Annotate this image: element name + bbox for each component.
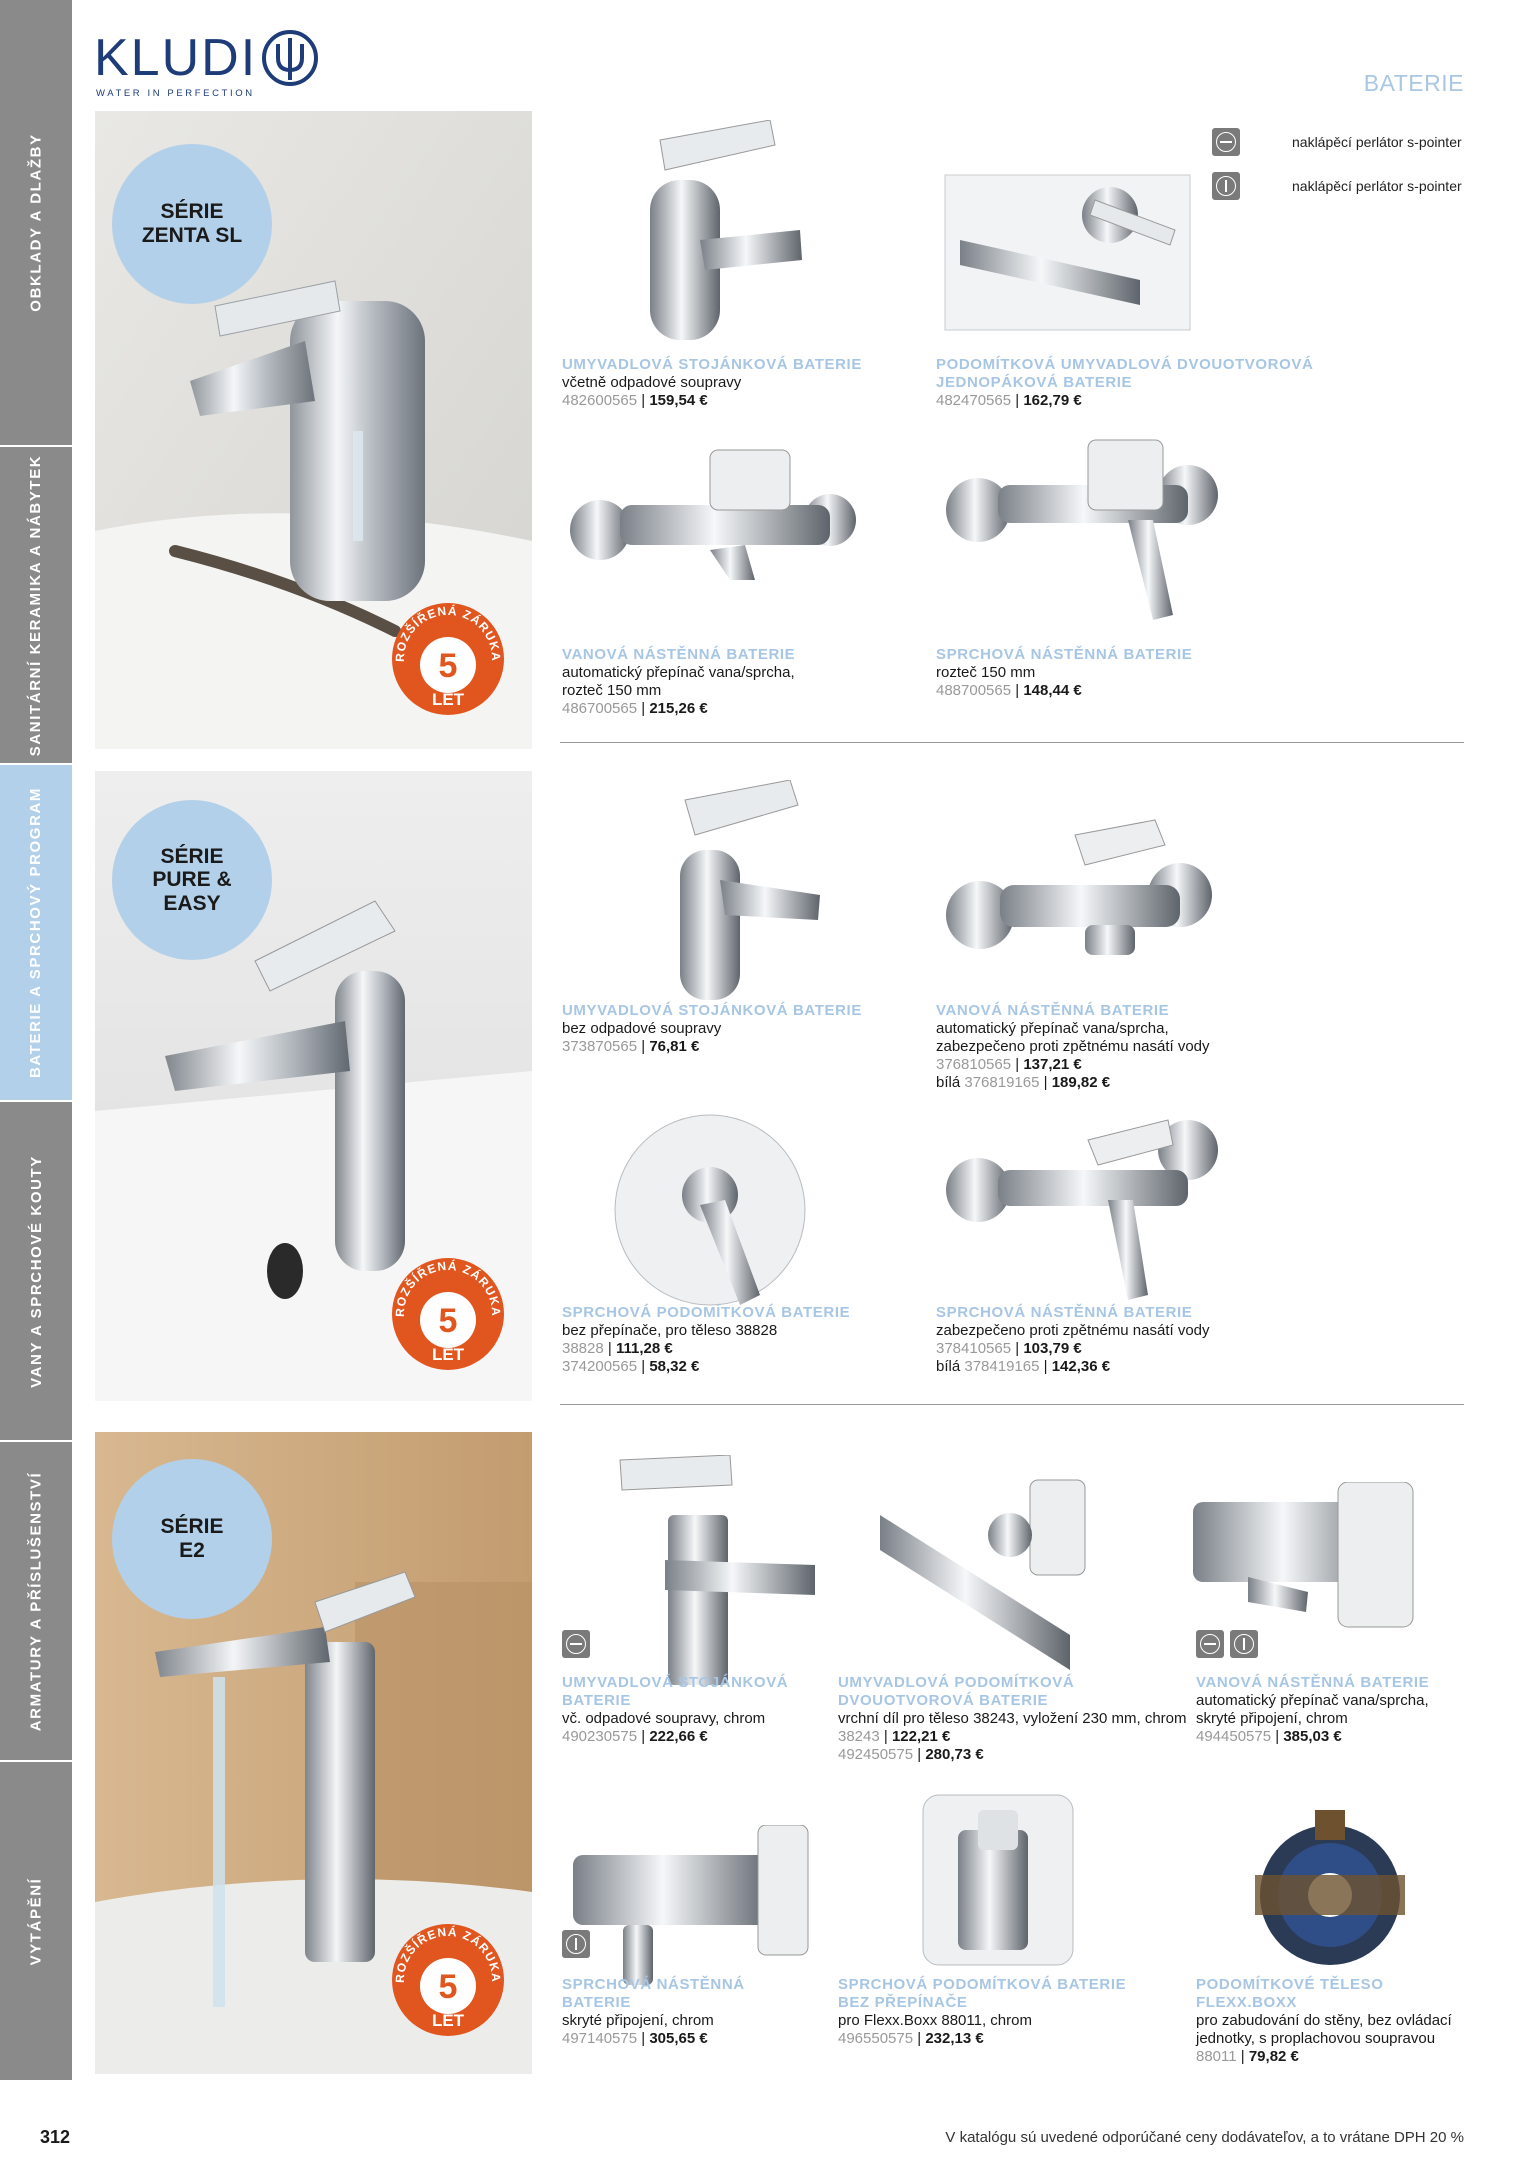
product-description: automatický přepínač vana/sprcha, (1196, 1692, 1429, 1709)
sidebar-tab-vytapeni[interactable] (0, 1762, 72, 2080)
product-card[interactable] (838, 1674, 1187, 1764)
price-separator: | (913, 2030, 926, 2047)
product-title: SPRCHOVÁ PODOMÍTKOVÁ BATERIE BEZ PŘEPÍNAČE (838, 1976, 1127, 2011)
horizontal-aerator-icon (1212, 128, 1240, 156)
product-code: 482470565 (936, 392, 1012, 409)
product-price: 122,21 € (891, 1728, 951, 1745)
product-image-basin-mixer-e2 (600, 1455, 820, 1690)
product-price: 103,79 € (1023, 1340, 1082, 1357)
product-price: 58,32 € (649, 1358, 700, 1375)
price-separator: | (913, 1746, 926, 1763)
product-card[interactable] (936, 356, 1313, 410)
price-line (1196, 1728, 1429, 1746)
product-price: 111,28 € (615, 1340, 673, 1357)
price-separator: | (1011, 1056, 1024, 1073)
price-separator: | (1039, 1074, 1052, 1091)
product-card[interactable] (562, 356, 862, 410)
product-title: PODOMÍTKOVÁ UMYVADLOVÁ DVOUOTVOROVÁ JEDNOPÁKOVÁ BATERIE (936, 356, 1314, 391)
product-image-basin-mixer (590, 120, 810, 350)
product-description: skryté připojení, chrom (562, 2012, 714, 2029)
product-title: PODOMÍTKOVÉ TĚLESO FLEXX.BOXX (1196, 1976, 1384, 2011)
product-description: zabezpečeno proti zpětnému nasátí vody (936, 1038, 1210, 1055)
warranty-arc-text: ROZŠÍŘENÁ ZÁRUKA (392, 1924, 504, 1984)
sidebar-tab-vany[interactable] (0, 1102, 72, 1440)
product-description: včetně odpadové soupravy (562, 374, 742, 391)
product-description: automatický přepínač vana/sprcha, (936, 1020, 1169, 1037)
product-code: 38243 (838, 1728, 880, 1745)
price-line (562, 1358, 850, 1376)
product-description: skryté připojení, chrom (1196, 1710, 1348, 1727)
legend-item (1212, 172, 1462, 200)
price-separator: | (879, 1728, 892, 1745)
product-card[interactable] (936, 646, 1192, 700)
sidebar-tab-label: SANITÁRNÍ KERAMIKA A NÁBYTEK (27, 454, 45, 756)
price-footnote: V katalógu sú uvedené odporúčané ceny dodávateľov, a to vrátane DPH 20 % (945, 2129, 1464, 2146)
product-code: 88011 (1196, 2048, 1237, 2065)
product-card[interactable] (562, 1674, 788, 1746)
price-line (936, 392, 1313, 410)
sidebar-tab-label: BATERIE A SPRCHOVÝ PROGRAM (27, 786, 45, 1079)
price-line (838, 1728, 1187, 1746)
price-line (838, 2030, 1126, 2048)
product-title: VANOVÁ NÁSTĚNNÁ BATERIE (1196, 1674, 1430, 1691)
section-divider (560, 742, 1464, 743)
product-price: 385,03 € (1283, 1728, 1342, 1745)
price-separator: | (603, 1340, 616, 1357)
variant-label: bílá (936, 1358, 965, 1375)
price-line (936, 1340, 1210, 1358)
price-line (562, 2030, 745, 2048)
price-separator: | (1011, 392, 1024, 409)
product-description: bez přepínače, pro těleso 38828 (562, 1322, 778, 1339)
product-code: 376810565 (936, 1056, 1012, 1073)
product-price: 137,21 € (1023, 1056, 1082, 1073)
product-title: SPRCHOVÁ PODOMÍTKOVÁ BATERIE (562, 1304, 851, 1321)
price-line (562, 1728, 788, 1746)
product-card[interactable] (562, 1976, 745, 2048)
product-code: 373870565 (562, 1038, 638, 1055)
series-name: SÉRIE E2 (160, 1515, 224, 1562)
price-separator: | (1011, 1340, 1024, 1357)
product-price: 148,44 € (1023, 682, 1082, 699)
sidebar-tab-obklady[interactable] (0, 0, 72, 445)
product-card[interactable] (562, 646, 795, 718)
price-line (562, 392, 862, 410)
vertical-aerator-icon (1212, 172, 1240, 200)
sidebar-tab-baterie[interactable] (0, 765, 72, 1100)
section-divider (560, 1404, 1464, 1405)
kludi-mark-icon (260, 28, 320, 88)
product-code: 378419165 (964, 1358, 1040, 1375)
product-price: 215,26 € (649, 700, 708, 717)
warranty-badge (388, 1918, 508, 2038)
product-image-shower-mixer (938, 430, 1228, 630)
warranty-arc-text: ROZŠÍŘENÁ ZÁRUKA (392, 1258, 504, 1318)
product-image-flexx-boxx (1235, 1805, 1425, 1980)
product-card[interactable] (562, 1002, 862, 1056)
product-price: 76,81 € (649, 1038, 700, 1055)
sidebar-tab-label: OBKLADY A DLAŽBY (27, 133, 45, 312)
product-title: SPRCHOVÁ NÁSTĚNNÁ BATERIE (562, 1976, 745, 2011)
price-separator: | (1236, 2048, 1249, 2065)
price-line (936, 1358, 1210, 1376)
product-code: 496550575 (838, 2030, 914, 2047)
product-price: 280,73 € (925, 1746, 984, 1763)
product-code: 38828 (562, 1340, 604, 1357)
product-description: pro zabudování do stěny, bez ovládací (1196, 2012, 1452, 2029)
product-code: 374200565 (562, 1358, 638, 1375)
warranty-years: 5 (438, 647, 458, 685)
price-separator: | (637, 2030, 650, 2047)
product-description: rozteč 150 mm (936, 664, 1036, 681)
sidebar-tab-label: VANY A SPRCHOVÉ KOUTY (27, 1154, 45, 1388)
price-separator: | (1039, 1358, 1052, 1375)
product-image-bath-mixer-pure (935, 815, 1225, 985)
product-description: vrchní díl pro těleso 38243, vyložení 230 mm, chrom (838, 1710, 1187, 1727)
price-line (838, 1746, 1187, 1764)
product-image-bath-mixer (560, 440, 860, 600)
product-card[interactable] (1196, 1674, 1429, 1746)
horizontal-aerator-icon (1196, 1630, 1224, 1658)
sidebar-tab-keramika[interactable] (0, 447, 72, 763)
product-image-concealed-shower-e2 (918, 1790, 1078, 1970)
price-line (1196, 2048, 1452, 2066)
warranty-unit: LET (431, 690, 465, 709)
page-number: 312 (40, 2127, 71, 2147)
product-description: zabezpečeno proti zpětnému nasátí vody (936, 1322, 1210, 1339)
price-separator: | (637, 1728, 650, 1745)
product-title: UMYVADLOVÁ STOJÁNKOVÁ BATERIE (562, 356, 862, 373)
category-sidebar (0, 0, 72, 2080)
warranty-arc-text: ROZŠÍŘENÁ ZÁRUKA (392, 603, 504, 663)
product-code: 486700565 (562, 700, 638, 717)
product-description: automatický přepínač vana/sprcha, (562, 664, 795, 681)
product-title: UMYVADLOVÁ STOJÁNKOVÁ BATERIE (562, 1002, 862, 1019)
price-line (936, 1056, 1210, 1074)
product-title: UMYVADLOVÁ STOJÁNKOVÁ BATERIE (562, 1674, 789, 1709)
product-price: 79,82 € (1248, 2048, 1299, 2065)
price-separator: | (637, 1358, 650, 1375)
sidebar-tab-armatury[interactable] (0, 1442, 72, 1760)
sidebar-tab-label: VYTÁPĚNÍ (27, 1877, 45, 1965)
vertical-aerator-icon (1230, 1630, 1258, 1658)
product-card[interactable] (562, 1304, 850, 1376)
legend-item (1212, 128, 1462, 156)
product-price: 142,36 € (1051, 1358, 1111, 1375)
price-separator: | (637, 392, 650, 409)
product-card[interactable] (936, 1304, 1210, 1376)
product-image-shower-mixer-pure (938, 1100, 1228, 1310)
horizontal-aerator-icon (562, 1630, 590, 1658)
section-title: BATERIE (1363, 70, 1464, 96)
series-bubble-e2 (112, 1459, 272, 1619)
product-code: 497140575 (562, 2030, 638, 2047)
product-code: 494450575 (1196, 1728, 1272, 1745)
series-name: SÉRIE PURE & EASY (152, 844, 232, 915)
product-price: 162,79 € (1023, 392, 1082, 409)
product-price: 189,82 € (1051, 1074, 1111, 1091)
price-separator: | (1011, 682, 1024, 699)
product-code: 376819165 (964, 1074, 1040, 1091)
product-title: VANOVÁ NÁSTĚNNÁ BATERIE (936, 1002, 1170, 1019)
product-code: 488700565 (936, 682, 1012, 699)
product-code: 492450575 (838, 1746, 914, 1763)
price-separator: | (1271, 1728, 1284, 1745)
product-card[interactable] (838, 1976, 1126, 2048)
product-description: bez odpadové soupravy (562, 1020, 722, 1037)
product-title: UMYVADLOVÁ PODOMÍTKOVÁ DVOUOTVOROVÁ BATERIE (838, 1674, 1075, 1709)
product-description: vč. odpadové soupravy, chrom (562, 1710, 766, 1727)
variant-label: bílá (936, 1074, 965, 1091)
product-code: 378410565 (936, 1340, 1012, 1357)
product-title: VANOVÁ NÁSTĚNNÁ BATERIE (562, 646, 796, 663)
sidebar-tab-label: ARMATURY A PŘÍSLUŠENSTVÍ (27, 1471, 45, 1731)
product-code: 482600565 (562, 392, 638, 409)
kludi-logo (94, 28, 334, 100)
price-separator: | (637, 1038, 650, 1055)
product-title: SPRCHOVÁ NÁSTĚNNÁ BATERIE (936, 1304, 1193, 1321)
warranty-years: 5 (438, 1302, 458, 1340)
product-price: 159,54 € (649, 392, 708, 409)
product-card[interactable] (1196, 1976, 1452, 2066)
product-card[interactable] (936, 1002, 1210, 1092)
product-description: jednotky, s proplachovou soupravou (1196, 2030, 1436, 2047)
vertical-aerator-icon (562, 1930, 590, 1958)
brand-name: KLUDI (94, 29, 258, 87)
product-code: 490230575 (562, 1728, 638, 1745)
price-separator: | (637, 700, 650, 717)
product-description: rozteč 150 mm (562, 682, 662, 699)
product-price: 305,65 € (649, 2030, 708, 2047)
series-bubble-zenta-sl (112, 144, 272, 304)
product-image-wall-basin-mixer-e2 (870, 1475, 1090, 1685)
product-image-bath-mixer-e2 (1188, 1482, 1418, 1637)
product-image-concealed-shower (610, 1105, 810, 1315)
warranty-years: 5 (438, 1968, 458, 2006)
product-description: pro Flexx.Boxx 88011, chrom (838, 2012, 1032, 2029)
price-line (562, 1038, 862, 1056)
brand-tagline: WATER IN PERFECTION (96, 88, 255, 99)
price-line (936, 1074, 1210, 1092)
price-line (936, 682, 1192, 700)
warranty-badge (388, 1252, 508, 1372)
warranty-unit: LET (431, 1345, 465, 1364)
series-name: SÉRIE ZENTA SL (141, 200, 243, 247)
price-line (562, 700, 795, 718)
product-title: SPRCHOVÁ NÁSTĚNNÁ BATERIE (936, 646, 1193, 663)
product-price: 222,66 € (649, 1728, 708, 1745)
price-line (562, 1340, 850, 1358)
warranty-badge (388, 597, 508, 717)
product-image-basin-mixer-pure (620, 780, 830, 1010)
legend-label: naklápěcí perlátor s-pointer (1292, 134, 1462, 150)
product-image-wall-basin-mixer (940, 170, 1195, 340)
warranty-unit: LET (431, 2011, 465, 2030)
series-bubble-pure-easy (112, 800, 272, 960)
legend-label: naklápěcí perlátor s-pointer (1292, 178, 1462, 194)
product-price: 232,13 € (925, 2030, 984, 2047)
